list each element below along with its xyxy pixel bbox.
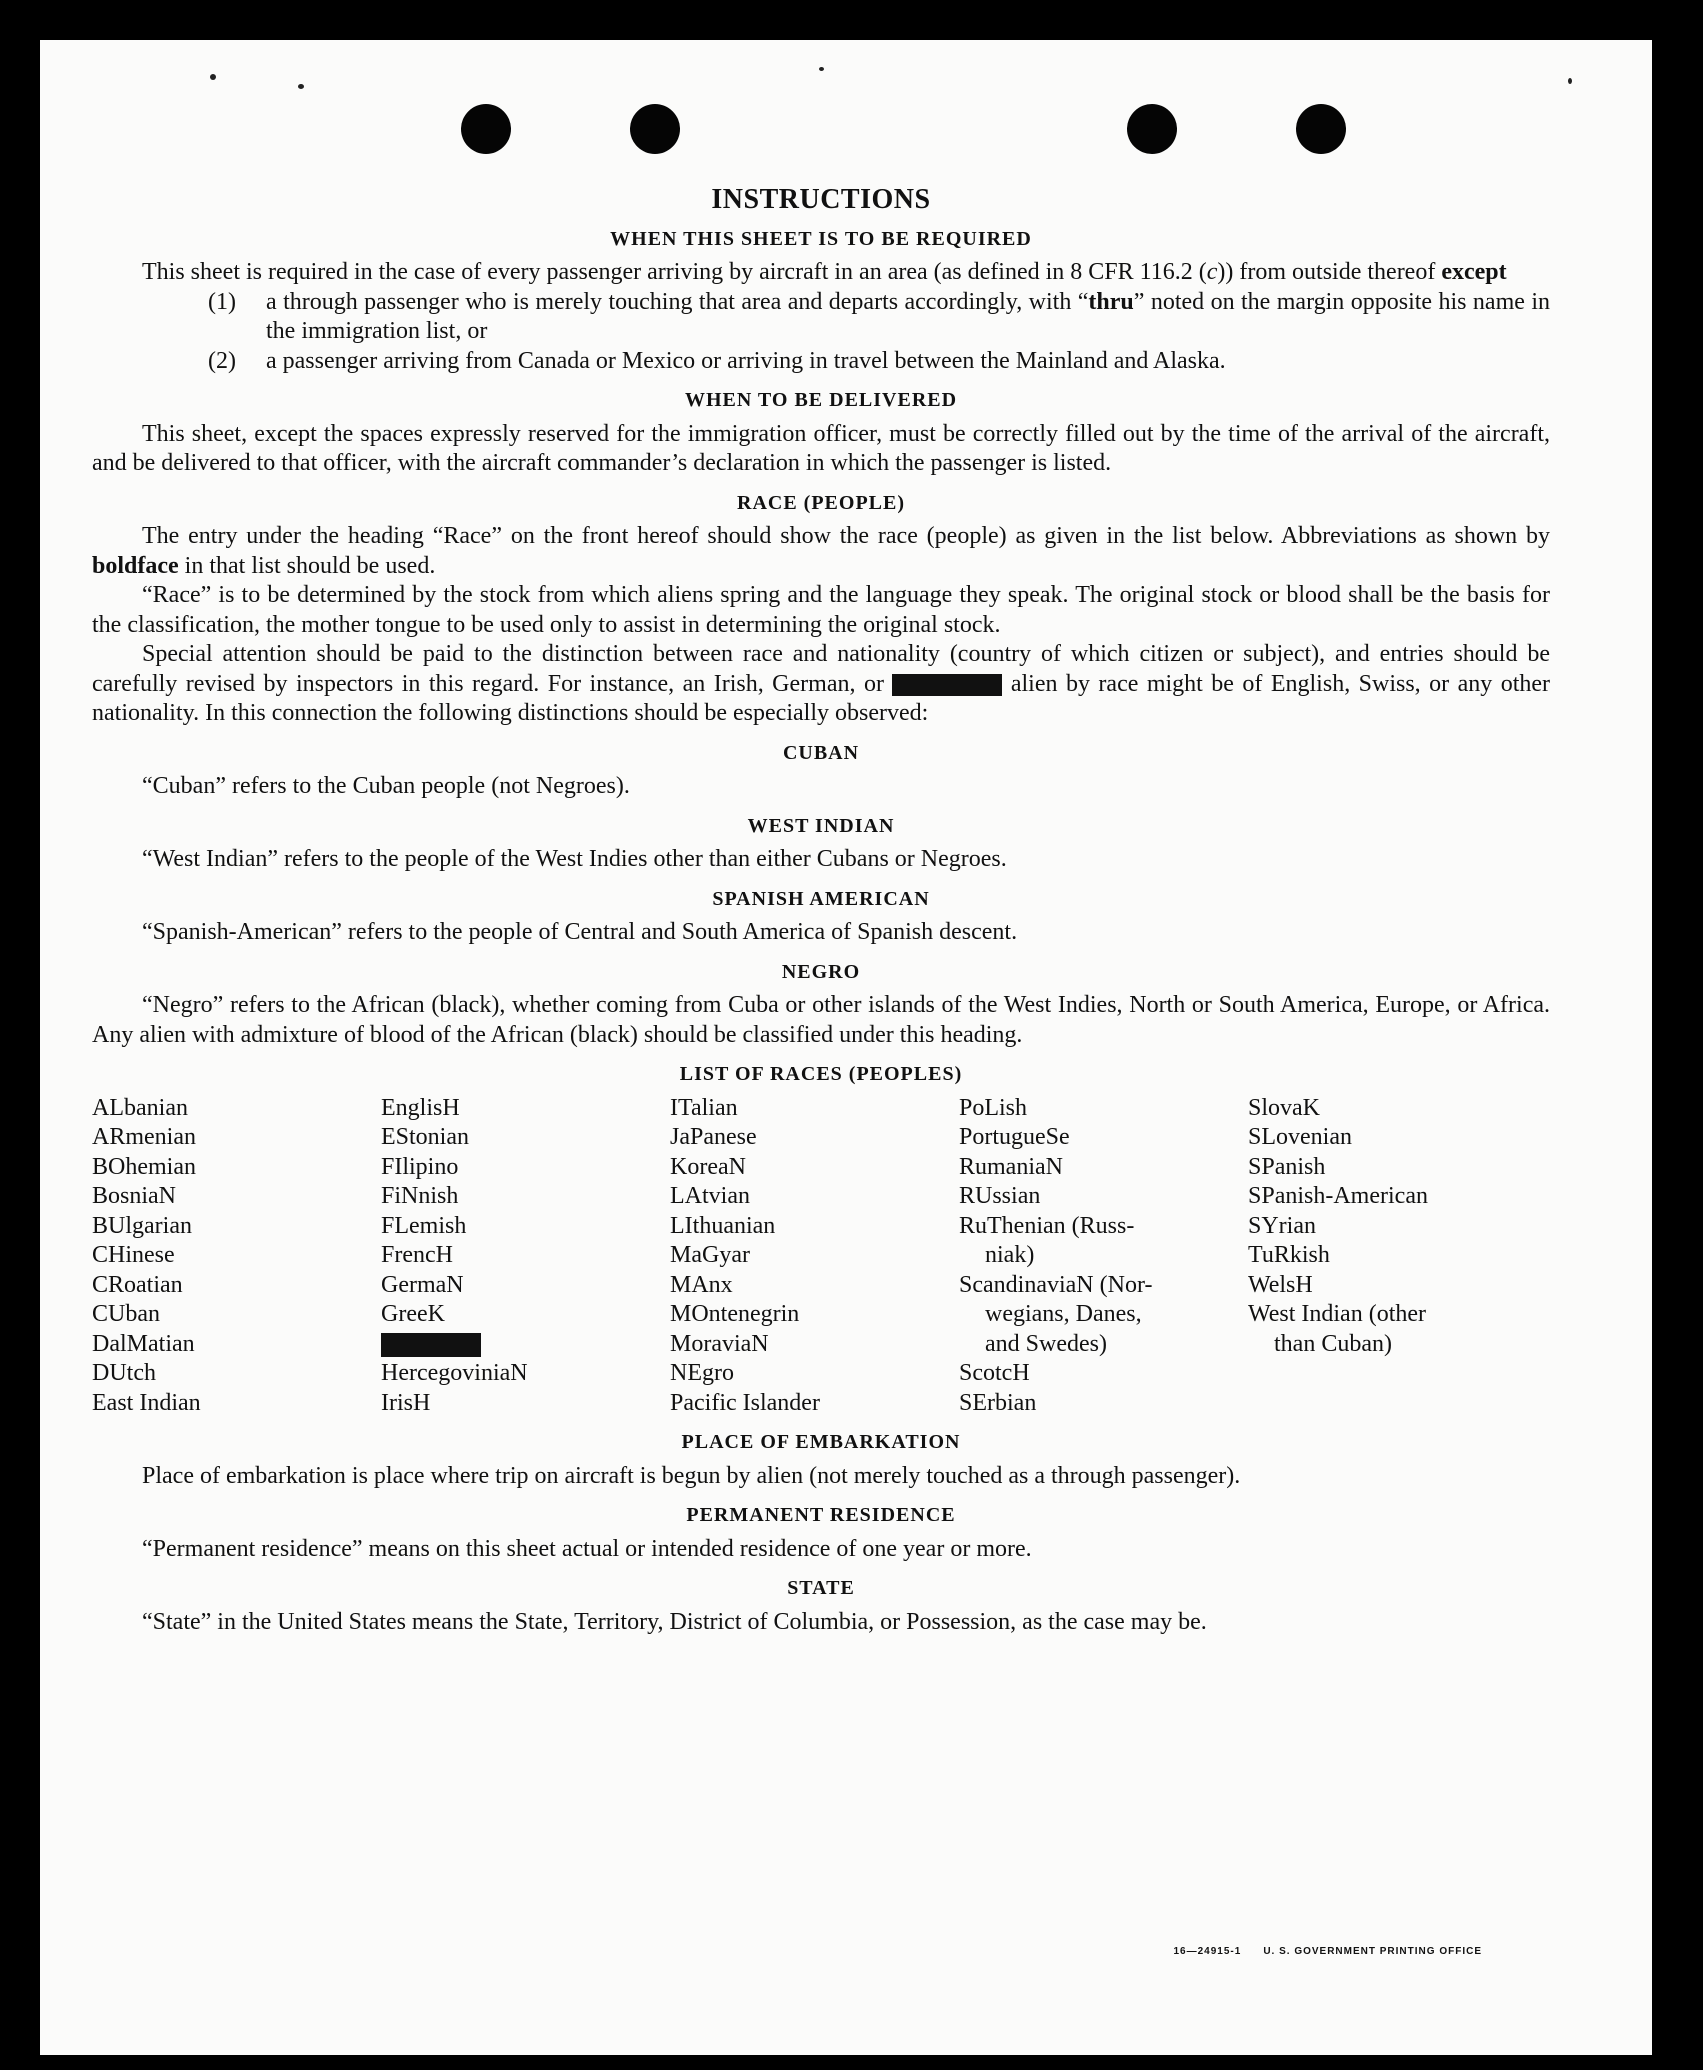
race-item: SPanish — [1248, 1153, 1326, 1180]
heading-embarkation: PLACE OF EMBARKATION — [681, 1431, 961, 1453]
race-item: MoraviaN — [670, 1330, 769, 1357]
race-item: GreeK — [381, 1301, 445, 1327]
heading-state: STATE — [787, 1577, 855, 1599]
race-item: ScotcH — [959, 1360, 1030, 1386]
race-item: RuThenian (Russ- — [959, 1212, 1135, 1239]
race-item: FrencH — [381, 1242, 453, 1268]
race-item: EnglisH — [381, 1094, 460, 1121]
race-item: FLemish — [381, 1212, 467, 1239]
race-item: NEgro — [670, 1360, 734, 1386]
speck — [1568, 78, 1572, 84]
race-item: CUban — [92, 1301, 160, 1327]
race-item: DUtch — [92, 1360, 156, 1386]
race-item: ARmenian — [92, 1124, 196, 1150]
races-column-5 — [1248, 1094, 1537, 1419]
race-paragraph: “Race” is to be determined by the stock from which aliens spring and the language they speak. The original stock or blood shall be the basis for the classification, the mother tongue to be used only to assist in determining the original stock. — [92, 582, 1550, 638]
printer-imprint — [1151, 1946, 1482, 1957]
form-number: 16—24915-1 — [1173, 1946, 1242, 1957]
race-item-continuation: niak) — [985, 1242, 1035, 1268]
race-item: BosniaN — [92, 1183, 176, 1209]
race-item-continuation: wegians, Danes, — [985, 1301, 1142, 1327]
race-item: LIthuanian — [670, 1212, 776, 1239]
race-item: HercegoviniaN — [381, 1360, 528, 1386]
race-item: PoLish — [959, 1094, 1028, 1121]
exception-item: (2) a passenger arriving from Canada or Mexico or arriving in travel between the Mainland and Alaska. — [208, 347, 1226, 374]
negro-paragraph: “Negro” refers to the African (black), whether coming from Cuba or other islands of the West Indies, North or South America, Europe, or Africa. Any alien with admixture of blood of the African (black) should be classified under this heading. — [92, 992, 1550, 1048]
race-item: IrisH — [381, 1389, 431, 1416]
race-item: CRoatian — [92, 1271, 183, 1298]
race-item: MAnx — [670, 1271, 733, 1298]
heading-west-indian: WEST INDIAN — [747, 814, 895, 837]
race-item: EStonian — [381, 1124, 469, 1150]
race-paragraph: Special attention should be paid to the distinction between race and nationality (country of which citizen or subject), and entries should be carefully revised by inspectors in this regard. For instance, an Irish, German, or alien by race might be of English, Swiss, or any other nationality. In this connection the following distinctions should be especially observed: — [92, 641, 1551, 726]
race-item: ScandinaviaN (Nor- — [959, 1271, 1153, 1298]
punch-hole — [630, 104, 680, 154]
instructions-content — [92, 185, 1550, 1637]
speck — [210, 74, 216, 80]
race-item: MOntenegrin — [670, 1301, 800, 1327]
heading-cuban: CUBAN — [782, 741, 860, 764]
race-item: BUlgarian — [92, 1212, 192, 1239]
heading-residence: PERMANENT RESIDENCE — [686, 1504, 956, 1526]
race-item: ITalian — [670, 1094, 738, 1121]
spanish-american-paragraph: “Spanish-American” refers to the people of Central and South America of Spanish descent. — [142, 919, 1018, 945]
race-paragraph: The entry under the heading “Race” on the front hereof should show the race (people) as given in the list below. Abbreviations as shown by boldface in that list should be used. — [92, 523, 1550, 579]
race-item: FiNnish — [381, 1183, 459, 1209]
race-item: JaPanese — [670, 1124, 757, 1150]
race-item: SLovenian — [1248, 1124, 1352, 1150]
speck — [819, 67, 824, 71]
page-title: INSTRUCTIONS — [711, 184, 931, 215]
race-item: RUssian — [959, 1183, 1041, 1209]
delivered-paragraph: This sheet, except the spaces expressly reserved for the immigration officer, must be correctly filled out by the time of the arrival of the aircraft, and be delivered to that officer, with the aircraft commander’s declaration in which the passenger is listed. — [92, 420, 1550, 476]
redaction-mark — [892, 674, 1002, 696]
required-paragraph: This sheet is required in the case of every passenger arriving by aircraft in an area (as defined in 8 CFR 116.2 (c)) from outside thereof except — [142, 259, 1507, 285]
punch-hole — [1296, 104, 1346, 154]
race-item: FIlipino — [381, 1153, 459, 1180]
printer-name: U. S. GOVERNMENT PRINTING OFFICE — [1263, 1946, 1482, 1957]
race-item: SlovaK — [1248, 1094, 1320, 1121]
race-item: WelsH — [1248, 1271, 1313, 1298]
redaction-mark — [381, 1333, 481, 1357]
race-item: East Indian — [92, 1389, 201, 1416]
race-item: MaGyar — [670, 1242, 750, 1268]
race-item: PortugueSe — [959, 1124, 1070, 1150]
speck — [298, 84, 304, 89]
race-item: BOhemian — [92, 1153, 196, 1180]
race-item: ALbanian — [92, 1094, 188, 1121]
cuban-paragraph: “Cuban” refers to the Cuban people (not Negroes). — [142, 773, 630, 799]
heading-negro: NEGRO — [781, 960, 861, 983]
heading-delivered: WHEN TO BE DELIVERED — [684, 389, 958, 411]
race-item: West Indian (other — [1248, 1301, 1427, 1327]
heading-race: RACE (PEOPLE) — [737, 491, 905, 514]
races-column-3 — [670, 1094, 959, 1419]
race-item-redacted — [381, 1330, 670, 1360]
race-item: SErbian — [959, 1389, 1037, 1416]
races-list — [92, 1094, 1550, 1419]
heading-spanish-american: SPANISH AMERICAN — [712, 887, 930, 910]
document-sheet — [40, 40, 1652, 2055]
race-item: KoreaN — [670, 1153, 746, 1180]
race-item: CHinese — [92, 1242, 175, 1268]
heading-list-of-races: LIST OF RACES (PEOPLES) — [679, 1063, 963, 1085]
race-item: TuRkish — [1248, 1242, 1330, 1268]
west-indian-paragraph: “West Indian” refers to the people of the West Indies other than either Cubans or Negroes. — [142, 846, 1007, 872]
exception-item: (1) a through passenger who is merely touching that area and departs accordingly, with “thru” noted on the margin opposite his name in the immigration list, or — [208, 288, 1550, 344]
state-paragraph: “State” in the United States means the State, Territory, District of Columbia, or Possession, as the case may be. — [142, 1608, 1207, 1635]
races-column-1 — [92, 1094, 381, 1419]
race-item-continuation: than Cuban) — [1274, 1330, 1392, 1357]
residence-paragraph: “Permanent residence” means on this sheet actual or intended residence of one year or more. — [142, 1535, 1032, 1562]
punch-hole — [461, 104, 511, 154]
heading-required: WHEN THIS SHEET IS TO BE REQUIRED — [610, 227, 1032, 250]
race-item: RumaniaN — [959, 1153, 1063, 1180]
race-item-continuation: and Swedes) — [985, 1330, 1107, 1357]
races-column-2 — [381, 1094, 670, 1419]
race-item: LAtvian — [670, 1183, 750, 1209]
embarkation-paragraph: Place of embarkation is place where trip on aircraft is begun by alien (not merely touched as a through passenger). — [142, 1462, 1241, 1489]
races-column-4 — [959, 1094, 1248, 1419]
race-item: GermaN — [381, 1271, 464, 1298]
punch-hole — [1127, 104, 1177, 154]
race-item: DalMatian — [92, 1330, 195, 1357]
race-item: SPanish-American — [1248, 1183, 1428, 1209]
race-item: SYrian — [1248, 1212, 1316, 1239]
race-item: Pacific Islander — [670, 1389, 820, 1416]
